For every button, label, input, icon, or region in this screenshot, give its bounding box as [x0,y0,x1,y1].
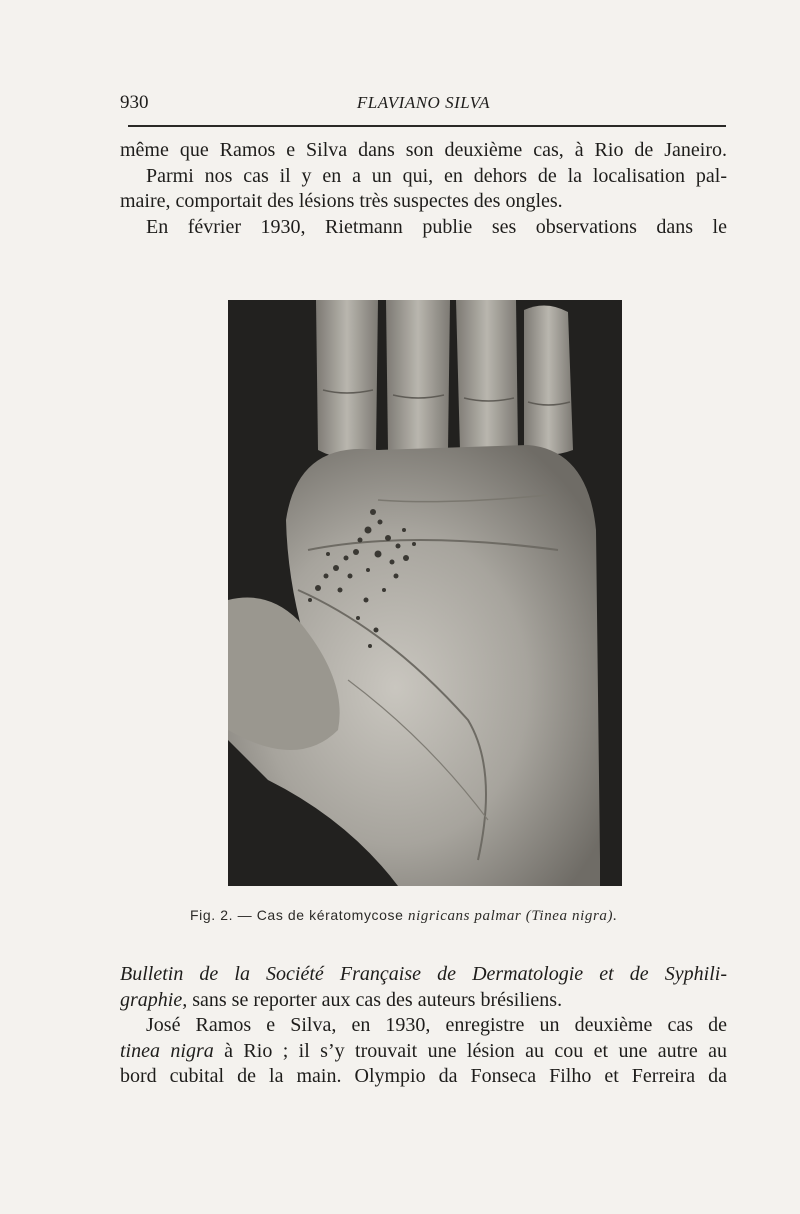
caption-text: Cas de kératomycose [256,907,404,923]
text-line: même que Ramos e Silva dans son deuxième cas, à Rio de Janeiro. [120,139,727,161]
page-number: 930 [120,92,149,113]
text-run: à Rio ; il s’y trouvait une lésion au cou et une autre au [224,1039,727,1062]
running-head [120,92,727,118]
figure-caption [190,907,670,925]
running-title: FLAVIANO SILVA [356,93,491,112]
header-rule [128,125,726,127]
text-line: Bulletin de la Société Française de Dermatologie et de Syphili- [120,963,727,985]
text-line: bord cubital de la main. Olympio da Fonseca Filho et Ferreira da [120,1065,727,1087]
text-italic: tinea nigra [120,1039,214,1062]
text-line [120,1039,727,1065]
text-line: Parmi nos cas il y en a un qui, en dehors de la localisation pal- [146,164,727,187]
caption-label: Fig. 2. [190,907,234,923]
paragraph-top [120,138,727,240]
text-italic: graphie, [120,988,188,1011]
caption-dash: — [237,907,253,923]
figure-photograph [228,300,622,886]
text-line: En février 1930, Rietmann publie ses observations dans le [146,215,727,238]
text-line: maire, comportait des lésions très suspectes des ongles. [120,190,563,212]
text-line [120,988,727,1014]
hand-palm-photograph [228,300,622,886]
paragraph-bottom [120,962,727,1090]
text-line: José Ramos e Silva, en 1930, enregistre un deuxième cas de [146,1014,727,1036]
caption-italic: nigricans palmar (Tinea nigra). [408,908,618,924]
text-run: sans se reporter aux cas des auteurs brésiliens. [192,988,563,1011]
